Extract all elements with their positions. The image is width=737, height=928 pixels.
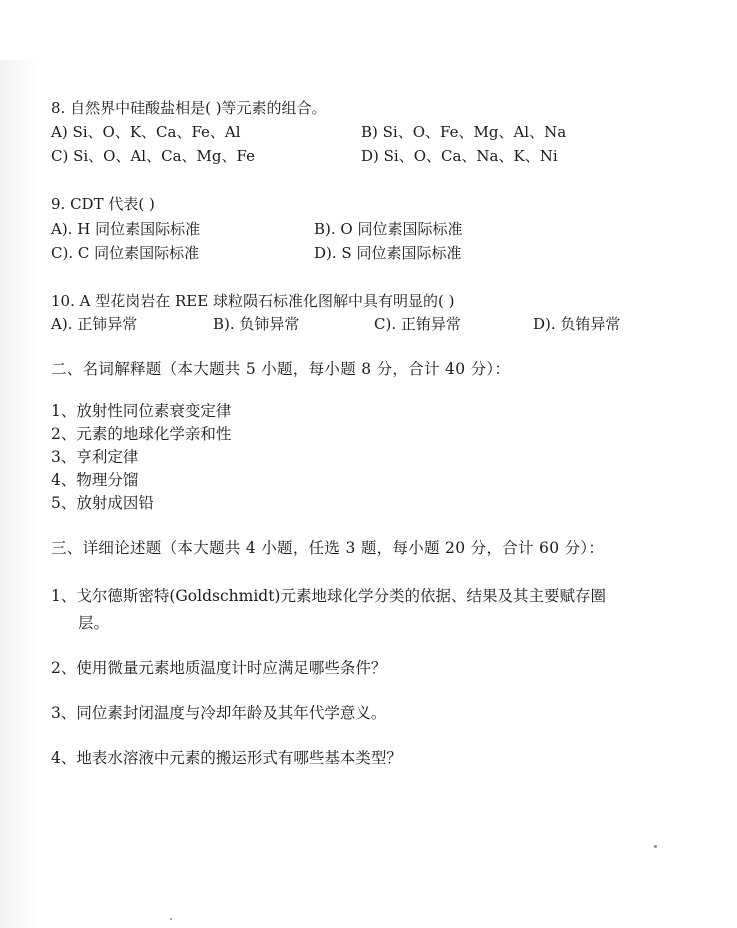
section-3-item-1-line-1: 1、戈尔德斯密特(Goldschmidt)元素地球化学分类的依据、结果及其主要赋存圈 — [51, 587, 606, 605]
question-9-stem: 9. CDT 代表( ) — [51, 195, 155, 213]
question-9-option-a: A). H 同位素国际标准 — [51, 220, 201, 238]
question-9-option-b: B). O 同位素国际标准 — [314, 220, 463, 238]
scan-speck — [170, 918, 172, 920]
question-10-option-a: A). 正铈异常 — [51, 315, 138, 333]
question-10-option-b: B). 负铈异常 — [213, 315, 300, 333]
section-3-item-2: 2、使用微量元素地质温度计时应满足哪些条件？ — [51, 659, 387, 677]
section-2-heading: 二、名词解释题（本大题共 5 小题，每小题 8 分，合计 40 分）： — [51, 360, 511, 378]
section-3-item-1-line-2: 层。 — [78, 614, 110, 632]
question-8-option-c: C) Si、O、Al、Ca、Mg、Fe — [51, 147, 255, 165]
question-8-option-d: D) Si、O、Ca、Na、K、Ni — [361, 147, 558, 165]
section-3-heading: 三、详细论述题（本大题共 4 小题，任选 3 题，每小题 20 分，合计 60 分）： — [51, 539, 605, 557]
section-3-item-3: 3、同位素封闭温度与冷却年龄及其年代学意义。 — [51, 704, 387, 722]
question-9-option-d: D). S 同位素国际标准 — [314, 244, 462, 262]
question-10-stem: 10. A 型花岗岩在 REE 球粒陨石标准化图解中具有明显的( ) — [51, 292, 455, 310]
question-8-stem: 8. 自然界中硅酸盐相是( )等元素的组合。 — [51, 99, 327, 117]
scan-edge-shadow — [0, 60, 40, 928]
section-2-item-1: 1、放射性同位素衰变定律 — [51, 402, 232, 420]
section-2-item-4: 4、物理分馏 — [51, 471, 139, 489]
question-10-option-d: D). 负铕异常 — [533, 315, 621, 333]
section-2-item-2: 2、元素的地球化学亲和性 — [51, 425, 232, 443]
section-2-item-3: 3、亨利定律 — [51, 448, 139, 466]
section-2-item-5: 5、放射成因铅 — [51, 494, 154, 512]
question-10-option-c: C). 正铕异常 — [374, 315, 461, 333]
scan-speck — [654, 845, 657, 848]
question-8-option-b: B) Si、O、Fe、Mg、Al、Na — [361, 123, 567, 141]
question-8-option-a: A) Si、O、K、Ca、Fe、Al — [51, 123, 241, 141]
section-3-item-4: 4、地表水溶液中元素的搬运形式有哪些基本类型？ — [51, 749, 402, 767]
question-9-option-c: C). C 同位素国际标准 — [51, 244, 200, 262]
